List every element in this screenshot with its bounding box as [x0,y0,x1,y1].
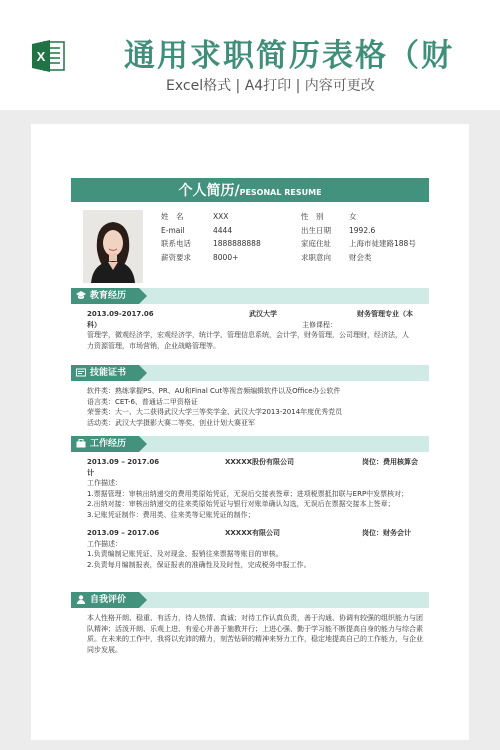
page-subtitle: Excel格式 | A4打印 | 内容可更改 [166,78,375,94]
resume-paper [31,124,469,740]
self-eval-block [71,613,429,655]
job-position: 岗位：费用核算会 [362,458,418,466]
resume-header-subtitle: PESONAL RESUME [239,188,322,197]
job-date: 2013.09 – 2017.06 [87,458,160,466]
info-label: E-mail [161,225,185,235]
info-table [161,210,429,264]
job-desc-line: 1.负责编制记账凭证、及对现金、报销往来票据等账目的审核。 [87,550,283,558]
section-skills [71,365,429,381]
skill-line: 软件类：熟练掌握PS、PR、AU和Final Cut等视音频编辑软件以及Office办公软件 [87,387,341,395]
education-block [71,309,429,361]
job-position-cont: 计 [87,468,94,477]
banner [0,0,500,110]
edu-major: 财务管理专业（本 [357,310,413,318]
excel-icon [30,38,66,74]
profile-photo [83,210,143,283]
skill-line: 荣誉类：大一、大二获得武汉大学三等奖学金、武汉大学2013-2014年度优秀党员 [87,408,343,416]
info-value: 1888888888 [213,239,261,249]
svg-text:X: X [36,49,46,64]
resume-header [71,178,429,202]
section-work [71,436,429,452]
info-label: 姓 名 [161,212,184,222]
info-label: 联系电话 [161,239,191,249]
info-row [161,224,429,238]
info-value: 4444 [213,225,233,235]
info-label: 出生日期 [301,225,331,235]
job-desc-label: 工作描述： [87,539,122,548]
certificate-icon [76,368,86,377]
work-block [71,457,429,589]
job-company: XXXXX有限公司 [225,529,280,537]
briefcase-icon [76,439,86,448]
job-date: 2013.09 – 2017.06 [87,529,160,537]
edu-school: 武汉大学 [249,310,277,318]
section-heading: 技能证书 [90,368,127,378]
section-heading: 教育经历 [90,291,127,301]
job-desc-line: 3.记账凭证制作：费用类、往来类等记账凭证的制作； [87,510,255,519]
self-eval-text: 本人性格开朗、稳重、有活力，待人热情、真诚；对待工作认真负责，善于沟通、协调有较强的组织能力与团队精神；活泼开朗、乐观上进、有爱心并善于施教并行；上进心强、勤于学习能不断提高自身的能力与综合素质。在未来的工作中，我将以充沛的精力，刻苦钻研的精神来努力工作，稳定地提高自己的工作能力，与企业同步发展。 [87,614,423,654]
skill-line: 活动类：武汉大学摄影大赛二等奖、创业计划大赛亚军 [87,418,255,427]
info-value: 女 [349,212,357,222]
section-heading: 自我评价 [90,595,127,605]
graduation-cap-icon [76,291,86,300]
info-label: 家庭住址 [301,239,331,249]
skills-block [71,386,429,432]
info-value: 8000+ [213,253,239,263]
section-heading: 工作经历 [90,439,127,449]
info-label: 性 别 [301,212,324,222]
skill-line: 语言类：CET-6、普通话二甲资格证 [87,397,198,406]
edu-courses: 管理学，微观经济学，宏观经济学，统计学，管理信息系统，会计学，财务管理，公司理财，经济法，人力资源管理，市场营销，企业战略管理等。 [87,331,409,350]
section-self-evaluation [71,592,429,608]
page-title: 通用求职简历表格（财 [124,38,454,74]
info-value: XXX [213,212,229,222]
section-education [71,288,429,304]
job-desc-line: 2.负责每月编制报表，保证报表的准确性及及时性，完成税务申报工作。 [87,560,311,569]
info-row [161,210,429,224]
info-value: 财会类 [349,253,372,263]
job-desc-label: 工作描述： [87,479,122,487]
info-row [161,237,429,251]
info-row [161,251,429,265]
person-icon [76,595,86,604]
edu-date: 2013.09-2017.06 [87,310,154,318]
info-label: 求职意向 [301,253,331,263]
info-label: 薪资要求 [161,253,191,263]
job-desc-line: 1.票据管理：审核出纳递交的费用类原始凭证，无误后交接表签章；进项税票抵扣联与ERP中发票核对； [87,489,409,498]
resume-header-title: 个人简历/ [178,183,240,199]
job-company: XXXXX股份有限公司 [225,458,294,466]
info-value: 上海市徒建路188号 [349,239,416,249]
job-desc-line: 2.出纳对接：审核出纳递交的往来类原始凭证与银行对账单确认勾选，无误后在票据交接本上签章； [87,500,395,508]
job-position: 岗位：财务会计 [362,529,411,537]
info-value: 1992.6 [349,225,376,235]
edu-course-label: 主修课程： [302,320,337,329]
personal-info [71,208,429,288]
edu-major-cont: 科） [87,320,101,329]
